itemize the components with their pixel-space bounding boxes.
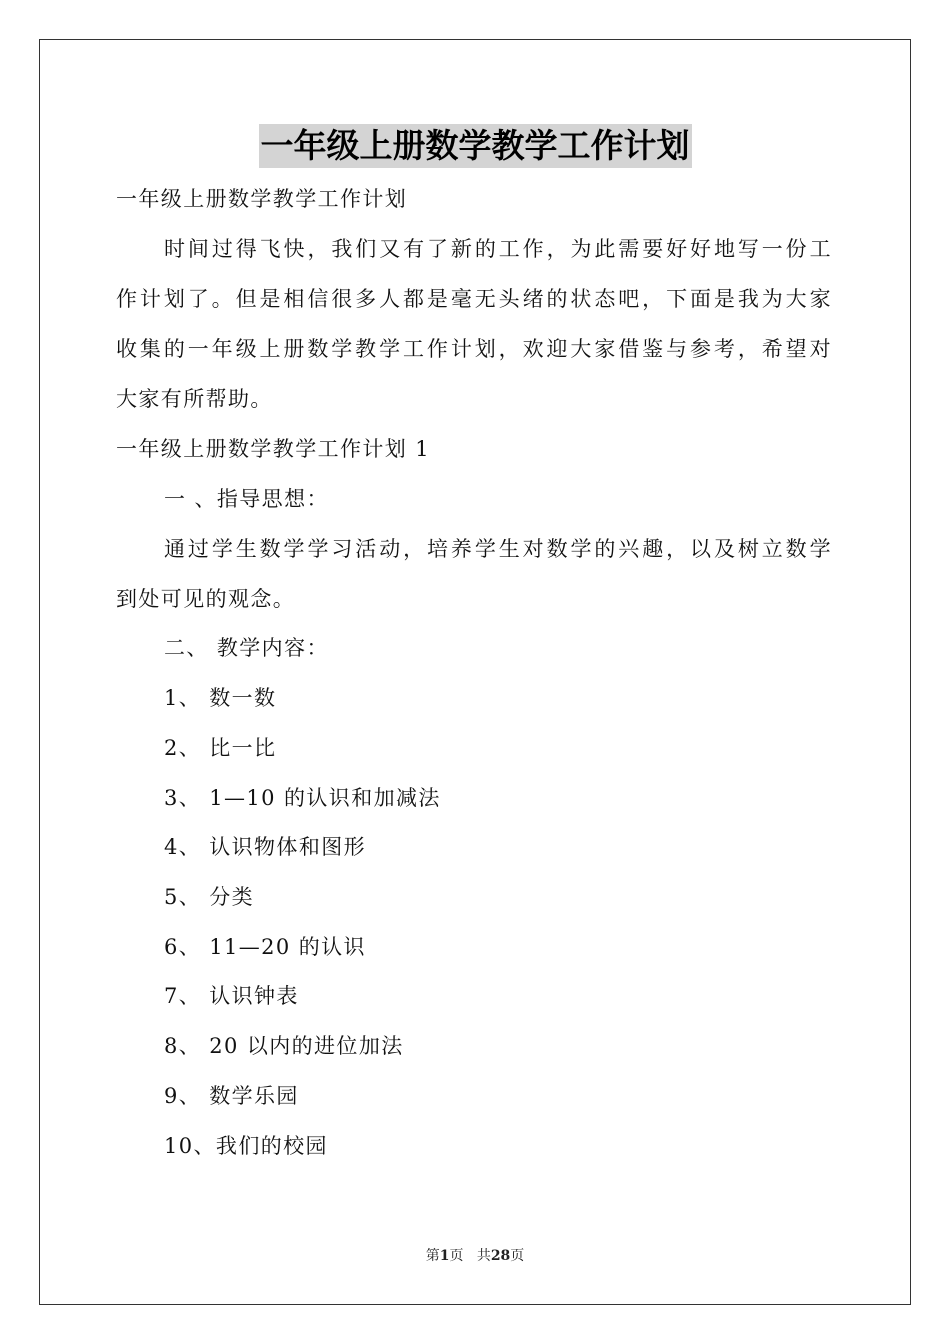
intro-line-2: 作计划了。但是相信很多人都是毫无头绪的状态吧，下面是我为大家	[116, 287, 832, 311]
intro-line-4: 大家有所帮助。	[116, 387, 273, 411]
content-item: 9、 数学乐园	[164, 1084, 299, 1108]
footer-total-prefix: 共	[476, 1248, 491, 1264]
guiding-heading: 一 、指导思想：	[164, 487, 329, 511]
content-item: 6、 11—20 的认识	[164, 935, 366, 959]
content-item: 8、 20 以内的进位加法	[164, 1034, 404, 1058]
footer-page-number: 1	[439, 1248, 450, 1264]
content-heading: 二、 教学内容：	[164, 636, 329, 660]
guiding-line-2: 到处可见的观念。	[116, 587, 296, 611]
content-item: 10、我们的校园	[164, 1134, 328, 1158]
intro-line-3: 收集的一年级上册数学教学工作计划，欢迎大家借鉴与参考，希望对	[116, 337, 832, 361]
footer-page-suffix: 页	[449, 1248, 464, 1264]
content-item: 7、 认识钟表	[164, 984, 299, 1008]
page-footer	[0, 1246, 950, 1266]
content-item: 5、 分类	[164, 885, 255, 909]
footer-total-suffix: 页	[510, 1248, 525, 1264]
content-item: 1、 数一数	[164, 686, 277, 710]
title-container	[0, 124, 950, 168]
footer-page-prefix: 第	[425, 1248, 440, 1264]
content-item: 3、 1—10 的认识和加减法	[164, 786, 441, 810]
footer-total-pages: 28	[490, 1248, 511, 1264]
content-item: 4、 认识物体和图形	[164, 835, 367, 859]
page-border	[39, 39, 911, 1305]
section-title: 一年级上册数学教学工作计划 1	[116, 437, 431, 461]
document-subtitle: 一年级上册数学教学工作计划	[116, 187, 408, 211]
guiding-line-1: 通过学生数学学习活动，培养学生对数学的兴趣，以及树立数学	[164, 537, 832, 561]
document-title: 一年级上册数学教学工作计划	[259, 124, 692, 168]
content-item: 2、 比一比	[164, 736, 277, 760]
intro-line-1: 时间过得飞快，我们又有了新的工作，为此需要好好地写一份工	[164, 237, 832, 261]
